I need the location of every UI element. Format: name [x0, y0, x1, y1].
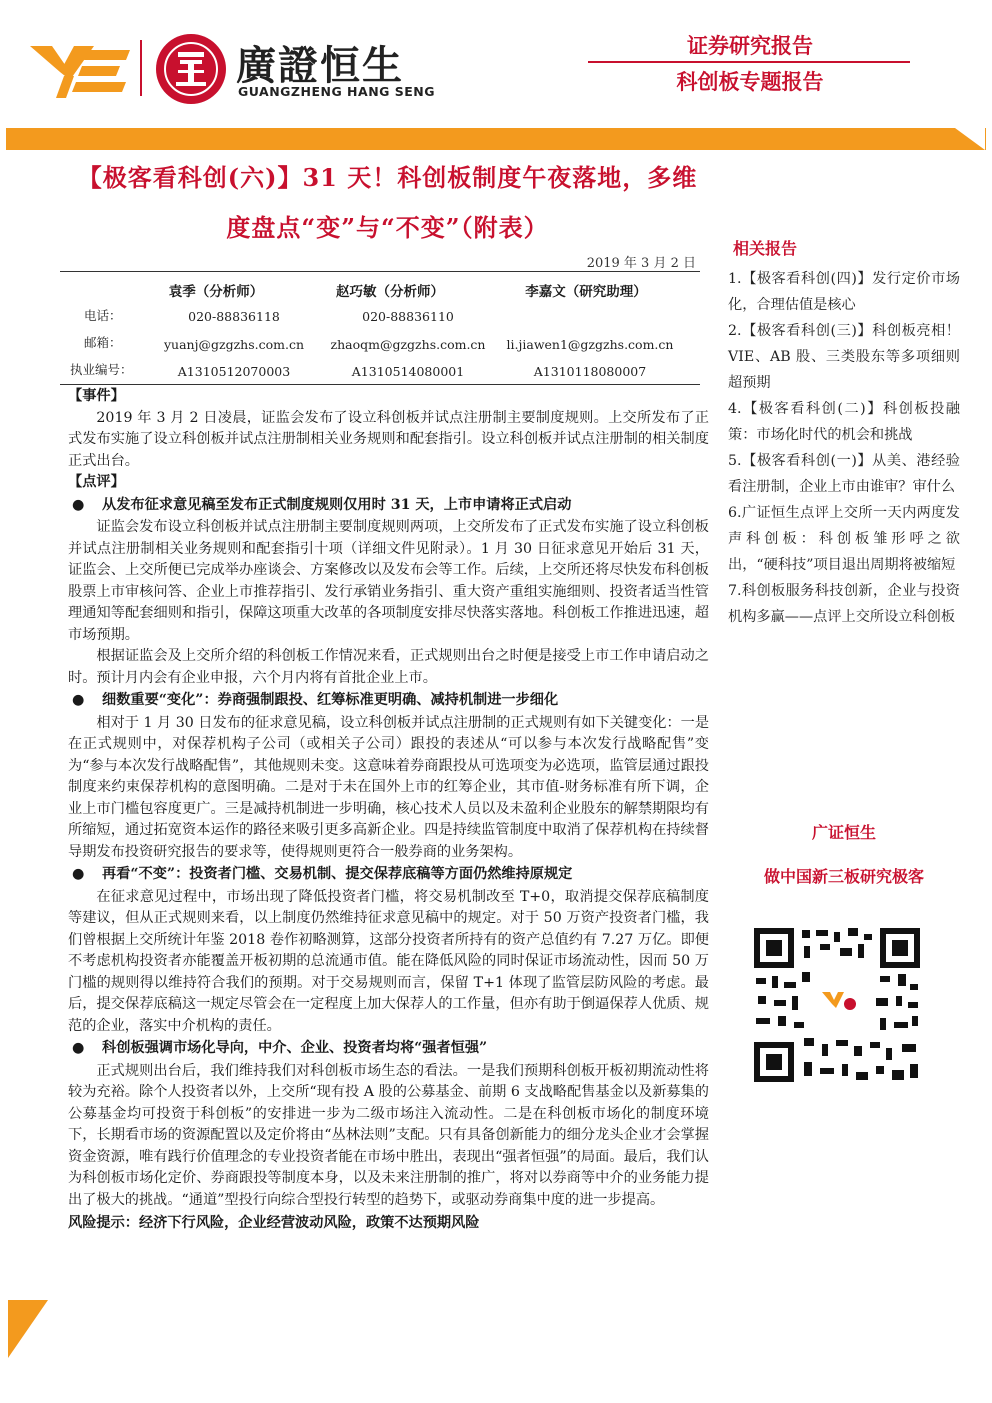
author-cert-2: A1310514080001	[351, 364, 465, 379]
report-subtype: 科创板专题报告	[676, 70, 824, 94]
email-label: 邮箱：	[84, 335, 122, 350]
bullet-heading-4: ● 科创板强调市场化导向，中介、企业、投资者均将“强者恒强”	[68, 1038, 709, 1060]
brand-name: 广证恒生	[811, 823, 876, 842]
header-color-bar	[6, 128, 986, 150]
bullet-heading-1: ● 从发布征求意见稿至发布正式制度规则仅用时 31 天，上市申请将正式启动	[68, 495, 709, 517]
related-report-link[interactable]: 5.【极客看科创(一)】从美、港经验看注册制，企业上市由谁审？审什么	[728, 453, 960, 495]
brand-slogan: 做中国新三板研究极客	[763, 867, 924, 886]
header-bar-corner	[955, 128, 985, 150]
author-cert-3: A1310118080007	[533, 364, 647, 379]
cert-label: 执业编号：	[70, 362, 133, 377]
author-name-1: 袁季（分析师）	[168, 284, 264, 300]
paragraph-1a: 证监会发布设立科创板并试点注册制主要制度规则两项，上交所发布了正式发布实施了设立科创板并试点注册制相关业务规则和配套指引十项（详细文件见附录）。1 月 30 日征求意见开始后 31 天，证监会、上交所便已完成举办座谈会、方案修改以及发布会等工作。后续，上交所还将尽快发布科创板股票上市审核问答、企业上市推荐指引、发行承销业务指引、重大资产重组实施细则、投资者适当性管理通知等配套细则和指引，保障这项重大改革的各项制度安排尽快落实落地。科创板工作推进迅速，超市场预期。	[68, 519, 709, 643]
bullet-icon: ●	[72, 866, 85, 882]
report-date: 2019 年 3 月 2 日	[586, 256, 696, 271]
paragraph-1b: 根据证监会及上交所介绍的科创板工作情况来看，正式规则出台之时便是接受上市工作申请启动之时。预计月内会有企业申报，六个月内将有首批企业上市。	[68, 648, 709, 686]
event-heading: 【事件】	[68, 388, 125, 404]
report-title-line2: 度盘点“变”与“不变”（附表）	[226, 213, 549, 242]
author-name-3: 李嘉文（研究助理）	[525, 284, 647, 300]
author-email-3[interactable]: li.jiawen1@gzgzhs.com.cn	[506, 337, 674, 352]
comment-heading: 【点评】	[68, 474, 125, 490]
author-name-2: 赵巧敏（分析师）	[336, 284, 444, 300]
risk-warning: 风险提示：经济下行风险，企业经营波动风险，政策不达预期风险	[68, 1215, 480, 1231]
report-title-line1: 【极客看科创(六)】31 天！科创板制度午夜落地，多维	[77, 163, 698, 192]
qr-code-icon[interactable]	[752, 926, 922, 1084]
report-type: 证券研究报告	[687, 34, 813, 58]
logo-divider	[140, 40, 142, 96]
related-reports-title: 相关报告	[733, 239, 798, 258]
related-report-link[interactable]: 2.【极客看科创(三)】科创板亮相！VIE、AB 股、三类股东等多项细则超预期	[728, 323, 960, 391]
author-email-2[interactable]: zhaoqm@gzgzhs.com.cn	[330, 337, 486, 352]
related-report-link[interactable]: 1.【极客看科创(四)】发行定价市场化，合理估值是核心	[728, 271, 960, 313]
title-rule	[60, 271, 700, 272]
author-cert-1: A1310512070003	[177, 364, 291, 379]
company-seal-icon	[156, 34, 226, 104]
event-paragraph: 2019 年 3 月 2 日凌晨，证监会发布了设立科创板并试点注册制主要制度规则。上交所发布了正式发布实施了设立科创板并试点注册制相关业务规则和配套指引。设立科创板并试点注册制的相关制度正式出台。	[68, 409, 709, 469]
author-rule	[60, 384, 700, 385]
phone-label: 电话：	[84, 308, 122, 323]
author-email-1[interactable]: yuanj@gzgzhs.com.cn	[163, 337, 304, 352]
related-reports-list	[728, 266, 960, 630]
footer-corner-decoration	[8, 1300, 48, 1358]
bullet-icon: ●	[72, 692, 85, 708]
paragraph-3: 在征求意见过程中，市场出现了降低投资者门槛，将交易机制改至 T+0，取消提交保荐底稿制度等建议，但从正式规则来看，以上制度仍然维持征求意见稿中的规定。对于 50 万资产投资者门槛，我们曾根据上交所统计年鉴 2018 卷作初略测算，这部分投资者所持有的资产总值约有 7.27 万亿。即便不考虑机构投资者亦能覆盖开板初期的总流通市值。能在降低风险的同时保证市场流动性，因而 50 万门槛的规则得以维持符合我们的预期。对于交易规则而言，保留 T+1 体现了监管层防风险的考虑。最后，提交保荐底稿这一规定尽管会在一定程度上加大保荐人的工作量，但亦有助于倒逼保荐人优质、规范的企业，落实中介机构的责任。	[68, 888, 709, 1034]
related-report-link[interactable]: 7.科创板服务科技创新，企业与投资机构多赢——点评上交所设立科创板	[728, 583, 960, 625]
author-phone-2: 020-88836110	[362, 309, 454, 324]
company-name-cn: 廣證恒生	[236, 43, 404, 89]
report-type-rule	[588, 61, 910, 63]
bullet-heading-3: ● 再看“不变”：投资者门槛、交易机制、提交保荐底稿等方面仍然维持原规定	[68, 864, 709, 886]
paragraph-2: 相对于 1 月 30 日发布的征求意见稿，设立科创板并试点注册制的正式规则有如下关键变化：一是在正式规则中，对保荐机构子公司（或相关子公司）跟投的表述从“可以参与本次发行战略配售”变为“参与本次发行战略配售”，其他规则未变。这意味着券商跟投从可选项变为必选项，监管层通过跟投制度来约束保荐机构的意图明确。二是对于未在国外上市的红筹企业，其市值-财务标准有所下调，企业上市门槛包容度更广。三是减持机制进一步明确，核心技术人员以及未盈利企业股东的解禁期限均有所缩短，通过拓宽资本运作的路径来吸引更多高新企业。四是持续监管制度中取消了保荐机构在持续督导期发布投资研究报告的要求等，使得规则更符合一般券商的业务架构。	[68, 714, 710, 860]
main-body	[68, 386, 709, 1235]
bullet-heading-2: ● 细数重要“变化”：券商强制跟投、红筹标准更明确、减持机制进一步细化	[68, 690, 709, 712]
paragraph-4: 正式规则出台后，我们维持我们对科创板市场生态的看法。一是我们预期科创板开板初期流动性将较为充裕。除个人投资者以外，上交所“现有投 A 股的公募基金、前期 6 支战略配售基金以及新募集的公募基金均可投资于科创板”的安排进一步为二级市场注入流动性。二是在科创板市场化的制度环境下，长期看市场的资源配置以及定价将由“丛林法则”支配。只有具备创新能力的细分龙头企业才会掌握资金资源，唯有践行价值理念的专业投资者能在市场中胜出，表现出“强者恒强”的局面。最后，我们认为科创板市场化定价、券商跟投等制度本身，以及未来注册制的推广，将对以券商等中介的业务能力提出了极大的挑战。“通道”型投行向综合型投行转型的趋势下，或驱动券商集中度的进一步提高。	[68, 1062, 709, 1208]
related-report-link[interactable]: 6.广证恒生点评上交所一天内两度发声科创板：科创板雏形呼之欲出，“硬科技”项目退出周期将被缩短	[728, 505, 960, 573]
bullet-icon: ●	[72, 1040, 85, 1056]
bullet-icon: ●	[72, 496, 85, 513]
company-name-en: GUANGZHENG HANG SENG	[238, 84, 436, 99]
related-report-link[interactable]: 4.【极客看科创(二)】科创板投融策：市场化时代的机会和挑战	[728, 401, 960, 443]
company-logo-mark	[30, 40, 130, 98]
author-phone-1: 020-88836118	[188, 309, 280, 324]
